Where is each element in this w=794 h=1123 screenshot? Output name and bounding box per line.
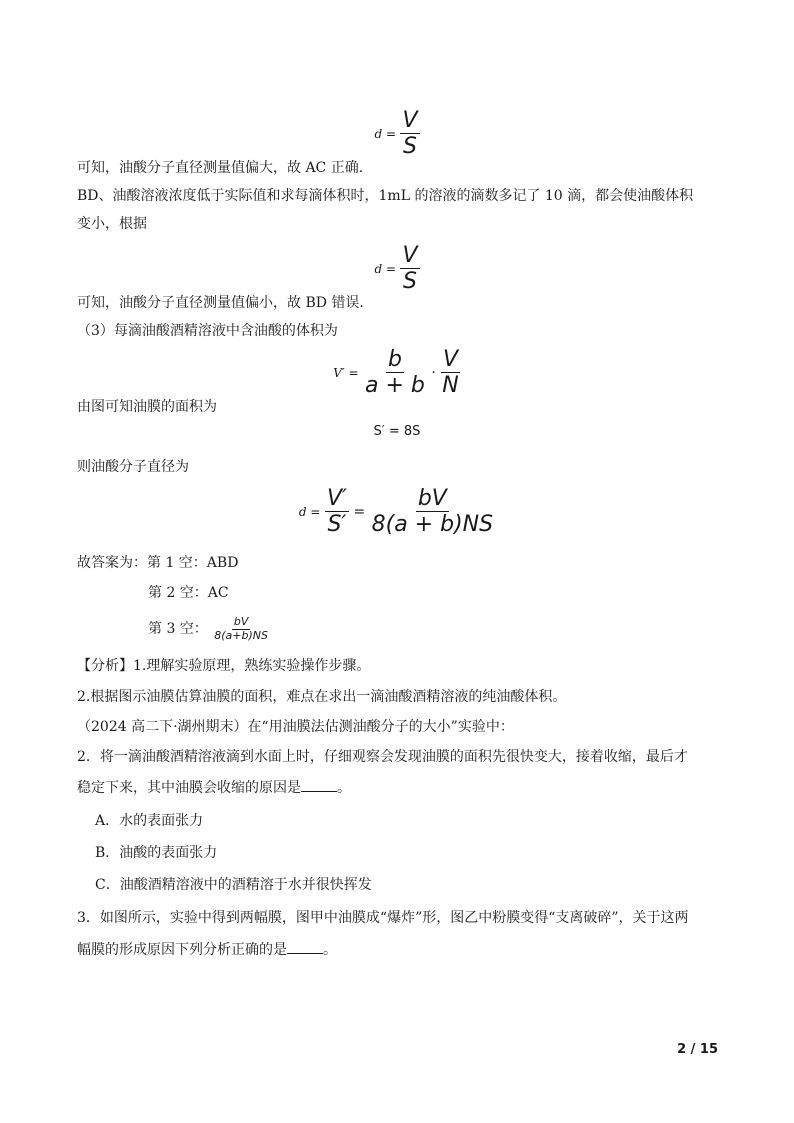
- option-c: C．油酸酒精溶液中的酒精溶于水并很快挥发: [95, 877, 372, 893]
- equation-v-prime: V′ = $\frac{b}{a + b}$ · $\frac{V}{N}$: [333, 347, 459, 399]
- answer-line-1: 故答案为：第 1 空：ABD: [77, 555, 239, 571]
- analysis-line-2: 2.根据图示油膜估算油膜的面积，难点在求出一滴油酸酒精溶液的纯油酸体积。: [77, 689, 567, 705]
- answer-line-2: 第 2 空：AC: [148, 585, 229, 601]
- text-line: 则油酸分子直径为: [77, 459, 189, 475]
- answer-line-3: 第 3 空： $\frac{bV}{8(a+b)NS}$: [148, 615, 268, 642]
- question-source: （2024 高二下·湖州期末）在“用油膜法估测油酸分子的大小”实验中：: [77, 719, 514, 735]
- answer-blank: [301, 777, 337, 792]
- question-3-line-1: 3．如图所示，实验中得到两幅膜，图甲中油膜成“爆炸”形，图乙中粉膜变得“支离破碎”，关于这两: [77, 910, 689, 926]
- option-b: B．油酸的表面张力: [95, 845, 218, 861]
- equation-s-prime: S′ = 8S: [373, 424, 421, 439]
- answer-blank: [287, 939, 323, 954]
- text-line: 变小，根据: [77, 216, 147, 232]
- equation-d-final: d = $\frac{V'}{S'}$ = $\frac{bV}{8(a + b)NS}$: [298, 486, 494, 538]
- question-2-line-2: 稳定下来，其中油膜会收缩的原因是 。: [77, 777, 351, 798]
- question-3-line-2: 幅膜的形成原因下列分析正确的是 。: [77, 939, 337, 960]
- text-line: （3）每滴油酸酒精溶液中含油酸的体积为: [77, 323, 338, 339]
- equation-d-eq-v-over-s-2: d = $\frac{V}{S}$: [374, 243, 418, 295]
- option-a: A．水的表面张力: [95, 813, 204, 829]
- equation-d-eq-v-over-s-1: d = $\frac{V}{S}$: [374, 108, 418, 160]
- text-line: 由图可知油膜的面积为: [77, 399, 217, 415]
- question-2-line-1: 2．将一滴油酸酒精溶液滴到水面上时，仔细观察会发现油膜的面积先很快变大，接着收缩，最后才: [77, 749, 688, 765]
- text-line: 可知，油酸分子直径测量值偏小，故 BD 错误.: [77, 295, 364, 311]
- text-line: 可知，油酸分子直径测量值偏大，故 AC 正确.: [77, 160, 364, 176]
- page-number: 2 / 15: [677, 1042, 718, 1057]
- text-line: BD、油酸溶液浓度低于实际值和求每滴体积时，1mL 的溶液的滴数多记了 10 滴，都会使油酸体积: [77, 188, 694, 204]
- analysis-line-1: 【分析】1.理解实验原理，熟练实验操作步骤。: [77, 658, 371, 674]
